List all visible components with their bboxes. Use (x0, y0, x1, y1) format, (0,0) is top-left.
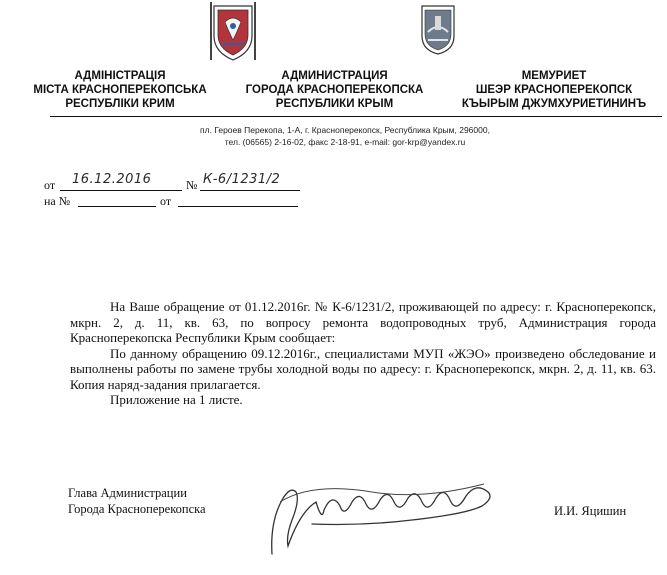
header-center (232, 69, 437, 111)
reg-to-number-line (78, 193, 156, 207)
address-line1: пл. Героев Перекопа, 1-А, г. Красноперекопск, Республика Крым, 296000, (200, 125, 490, 135)
city-coat-of-arms-icon (420, 4, 456, 56)
header-divider (50, 116, 662, 117)
signatory-title-line2: Города Красноперекопска (68, 502, 206, 516)
address-line2: тел. (06565) 2-16-02, факс 2-18-91, e-mail: gor-krp@yandex.ru (224, 137, 466, 147)
reg-from-label: от (44, 178, 56, 192)
body-paragraph-1: На Ваше обращение от 01.12.2016г. № К-6/1231/2, проживающей по адресу: г. Красноперекопск, мкрн. 2, д. 11, кв. 63, по вопросу ремонта водопроводных труб, Администрация города Красноперекопска Республики Крым сообщает: (70, 299, 656, 345)
header-right-line1: МЕМУРИЕТ (521, 70, 587, 82)
header-right (447, 69, 661, 111)
header-left-line1: АДМІНІСТРАЦІЯ (74, 70, 166, 82)
reg-date: 16.12.2016 (72, 172, 152, 187)
reg-to-date-line (178, 193, 298, 207)
reg-number: К-6/1231/2 (203, 172, 281, 187)
reg-number-label: № (186, 178, 198, 192)
crimea-coat-of-arms-icon (210, 2, 256, 62)
header-right-line3: КЪЫРЫМ ДЖУМХУРИЕТИНИНЪ (461, 98, 647, 110)
handwritten-signature (252, 462, 502, 562)
header-left-line3: РЕСПУБЛІКИ КРИМ (65, 98, 175, 110)
header-left (20, 69, 220, 111)
body-paragraph-2: По данному обращению 09.12.2016г., специалистами МУП «ЖЭО» произведено обследование и выполнены работы по замене трубы холодной воды по адресу: г. Красноперекопск, мкрн. 2, д. 11, кв. 63. Копия наряд-задания прилагается. (70, 345, 656, 392)
signatory-title (68, 485, 206, 517)
header-right-line2: ШЕЭР КРАСНОПЕРЕКОПСК (475, 84, 633, 96)
reg-to-from-label: от (160, 194, 172, 208)
header-center-line3: РЕСПУБЛИКИ КРЫМ (275, 98, 394, 110)
header-center-line1: АДМИНИСТРАЦИЯ (281, 70, 388, 82)
body-paragraph-3: Приложение на 1 листе. (110, 392, 243, 407)
reg-to-label: на № (44, 194, 71, 208)
letter-body (70, 299, 656, 408)
signatory-name: И.И. Яцишин (554, 504, 627, 518)
header-left-line2: МІСТА КРАСНОПЕРЕКОПСЬКА (33, 84, 207, 96)
signatory-title-line1: Глава Администрации (68, 486, 187, 500)
header-center-line2: ГОРОДА КРАСНОПЕРЕКОПСКА (245, 84, 424, 96)
address-block (150, 124, 540, 148)
